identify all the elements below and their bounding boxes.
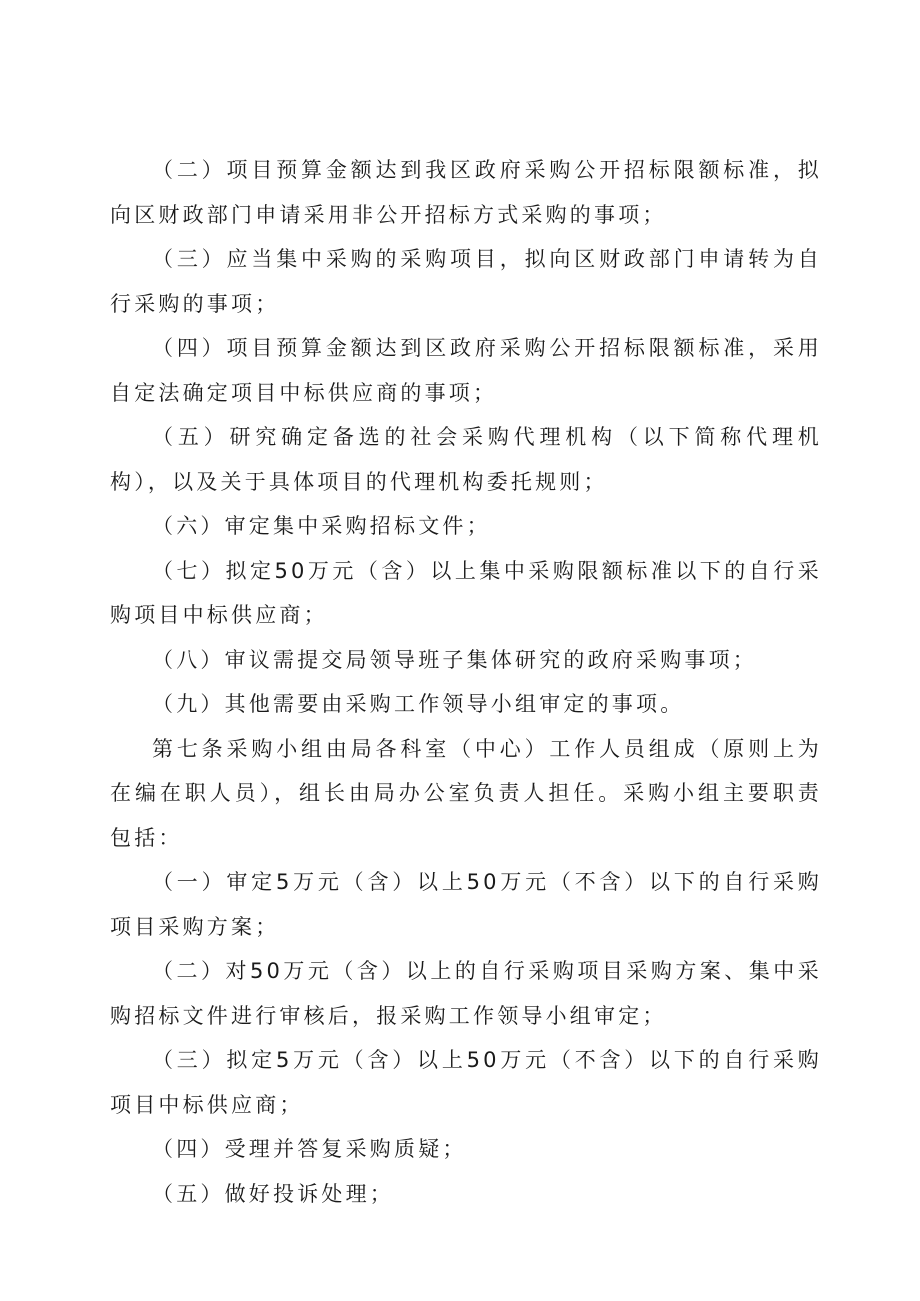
paragraph-item-4: （四）项目预算金额达到区政府采购公开招标限额标准，采用自定法确定项目中标供应商的事项；	[110, 336, 822, 405]
duty-item-3: （三）拟定5万元（含）以上50万元（不含）以下的自行采购项目中标供应商；	[110, 1048, 822, 1117]
paragraph-item-9: （九）其他需要由采购工作领导小组审定的事项。	[152, 692, 685, 716]
duty-item-1: （一）审定5万元（含）以上50万元（不含）以下的自行采购项目采购方案；	[110, 870, 822, 939]
article-7-paragraph: 第七条采购小组由局各科室（中心）工作人员组成（原则上为在编在职人员），组长由局办公室负责人担任。采购小组主要职责包括：	[110, 736, 822, 850]
paragraph-item-7: （七）拟定50万元（含）以上集中采购限额标准以下的自行采购项目中标供应商；	[110, 558, 822, 627]
paragraph-item-3: （三）应当集中采购的采购项目，拟向区财政部门申请转为自行采购的事项；	[110, 247, 822, 316]
duty-item-2: （二）对50万元（含）以上的自行采购项目采购方案、集中采购招标文件进行审核后，报采购工作领导小组审定；	[110, 959, 822, 1028]
paragraph-item-8: （八）审议需提交局领导班子集体研究的政府采购事项；	[152, 647, 757, 672]
duty-item-5: （五）做好投诉处理；	[152, 1181, 394, 1206]
paragraph-item-5: （五）研究确定备选的社会采购代理机构（以下简称代理机构），以及关于具体项目的代理机构委托规则；	[110, 425, 822, 494]
document-body	[110, 148, 822, 1216]
paragraph-item-6: （六）审定集中采购招标文件；	[152, 514, 491, 538]
paragraph-item-2: （二）项目预算金额达到我区政府采购公开招标限额标准，拟向区财政部门申请采用非公开招标方式采购的事项；	[110, 158, 822, 227]
duty-item-4: （四）受理并答复采购质疑；	[152, 1137, 467, 1161]
